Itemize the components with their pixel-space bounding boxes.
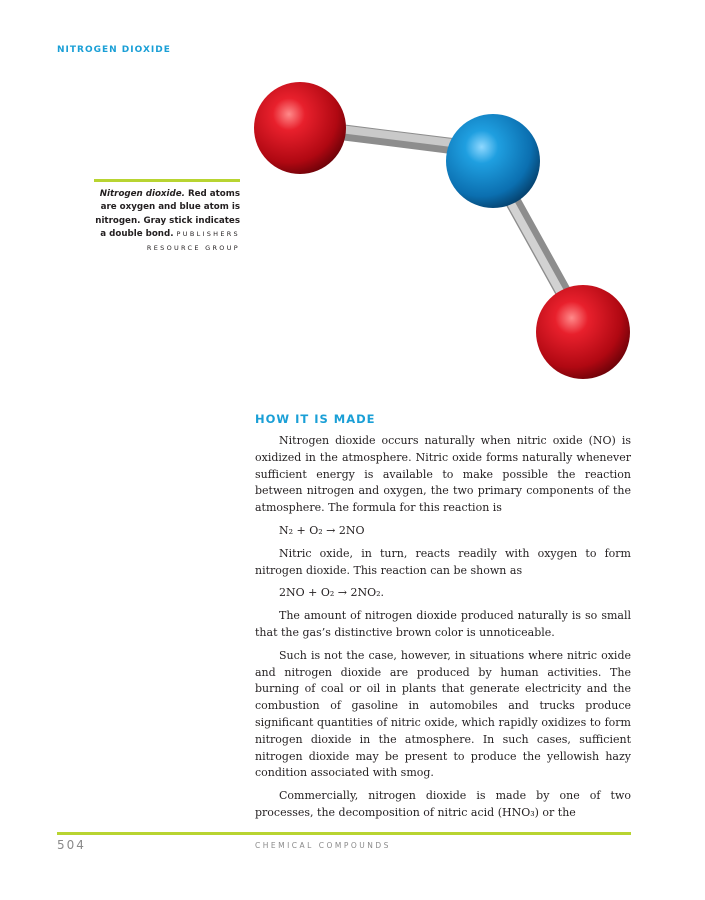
caption-text: Red atoms are oxygen and blue atom is nitrogen. Gray stick indicates a double bond. (95, 189, 240, 240)
caption-title: Nitrogen dioxide. (99, 189, 185, 199)
figure-caption (94, 188, 240, 255)
paragraph: Commercially, nitrogen dioxide is made by one of two processes, the decomposition of nitric acid (HNO₃) or the (255, 789, 631, 819)
nitrogen-atom (446, 114, 540, 208)
caption-credit: PUBLISHERS RESOURCE GROUP (146, 230, 240, 252)
book-title: CHEMICAL COMPOUNDS (255, 841, 391, 850)
section-heading: HOW IT IS MADE (255, 412, 376, 426)
equation-2: 2NO + O₂ → 2NO₂. (279, 586, 385, 600)
equation-1: N₂ + O₂ → 2NO (279, 523, 365, 537)
nitrogen-dioxide-molecule-image (250, 75, 650, 395)
paragraph: The amount of nitrogen dioxide produced naturally is so small that the gas’s distinctive brown color is unnoticeable. (255, 609, 631, 639)
paragraph: Nitric oxide, in turn, reacts readily with oxygen to form nitrogen dioxide. This reaction can be shown as (255, 546, 631, 577)
page-number: 504 (57, 838, 86, 852)
oxygen-atom-left (254, 82, 346, 174)
caption-rule (94, 179, 240, 182)
footer-rule (57, 832, 631, 835)
paragraph: Nitrogen dioxide occurs naturally when nitric oxide (NO) is oxidized in the atmosphere. Nitric oxide forms naturally whenever sufficient energy is available to make possible the reaction between nitrogen and oxygen, the two primary components of the atmosphere. The formula for this reaction is (255, 434, 631, 515)
running-head: NITROGEN DIOXIDE (57, 45, 171, 55)
paragraph: Such is not the case, however, in situations where nitric oxide and nitrogen dioxide are produced by human activities. The burning of coal or oil in plants that generate electricity and the combustion of gasoline in automobiles and trucks produce significant quantities of nitric oxide, which rapidly oxidizes to form nitrogen dioxide in the atmosphere. In such cases, sufficient nitrogen dioxide may be present to produce the yellowish hazy condition associated with smog. (255, 648, 631, 780)
oxygen-atom-right (536, 285, 630, 379)
body-text (255, 433, 631, 828)
